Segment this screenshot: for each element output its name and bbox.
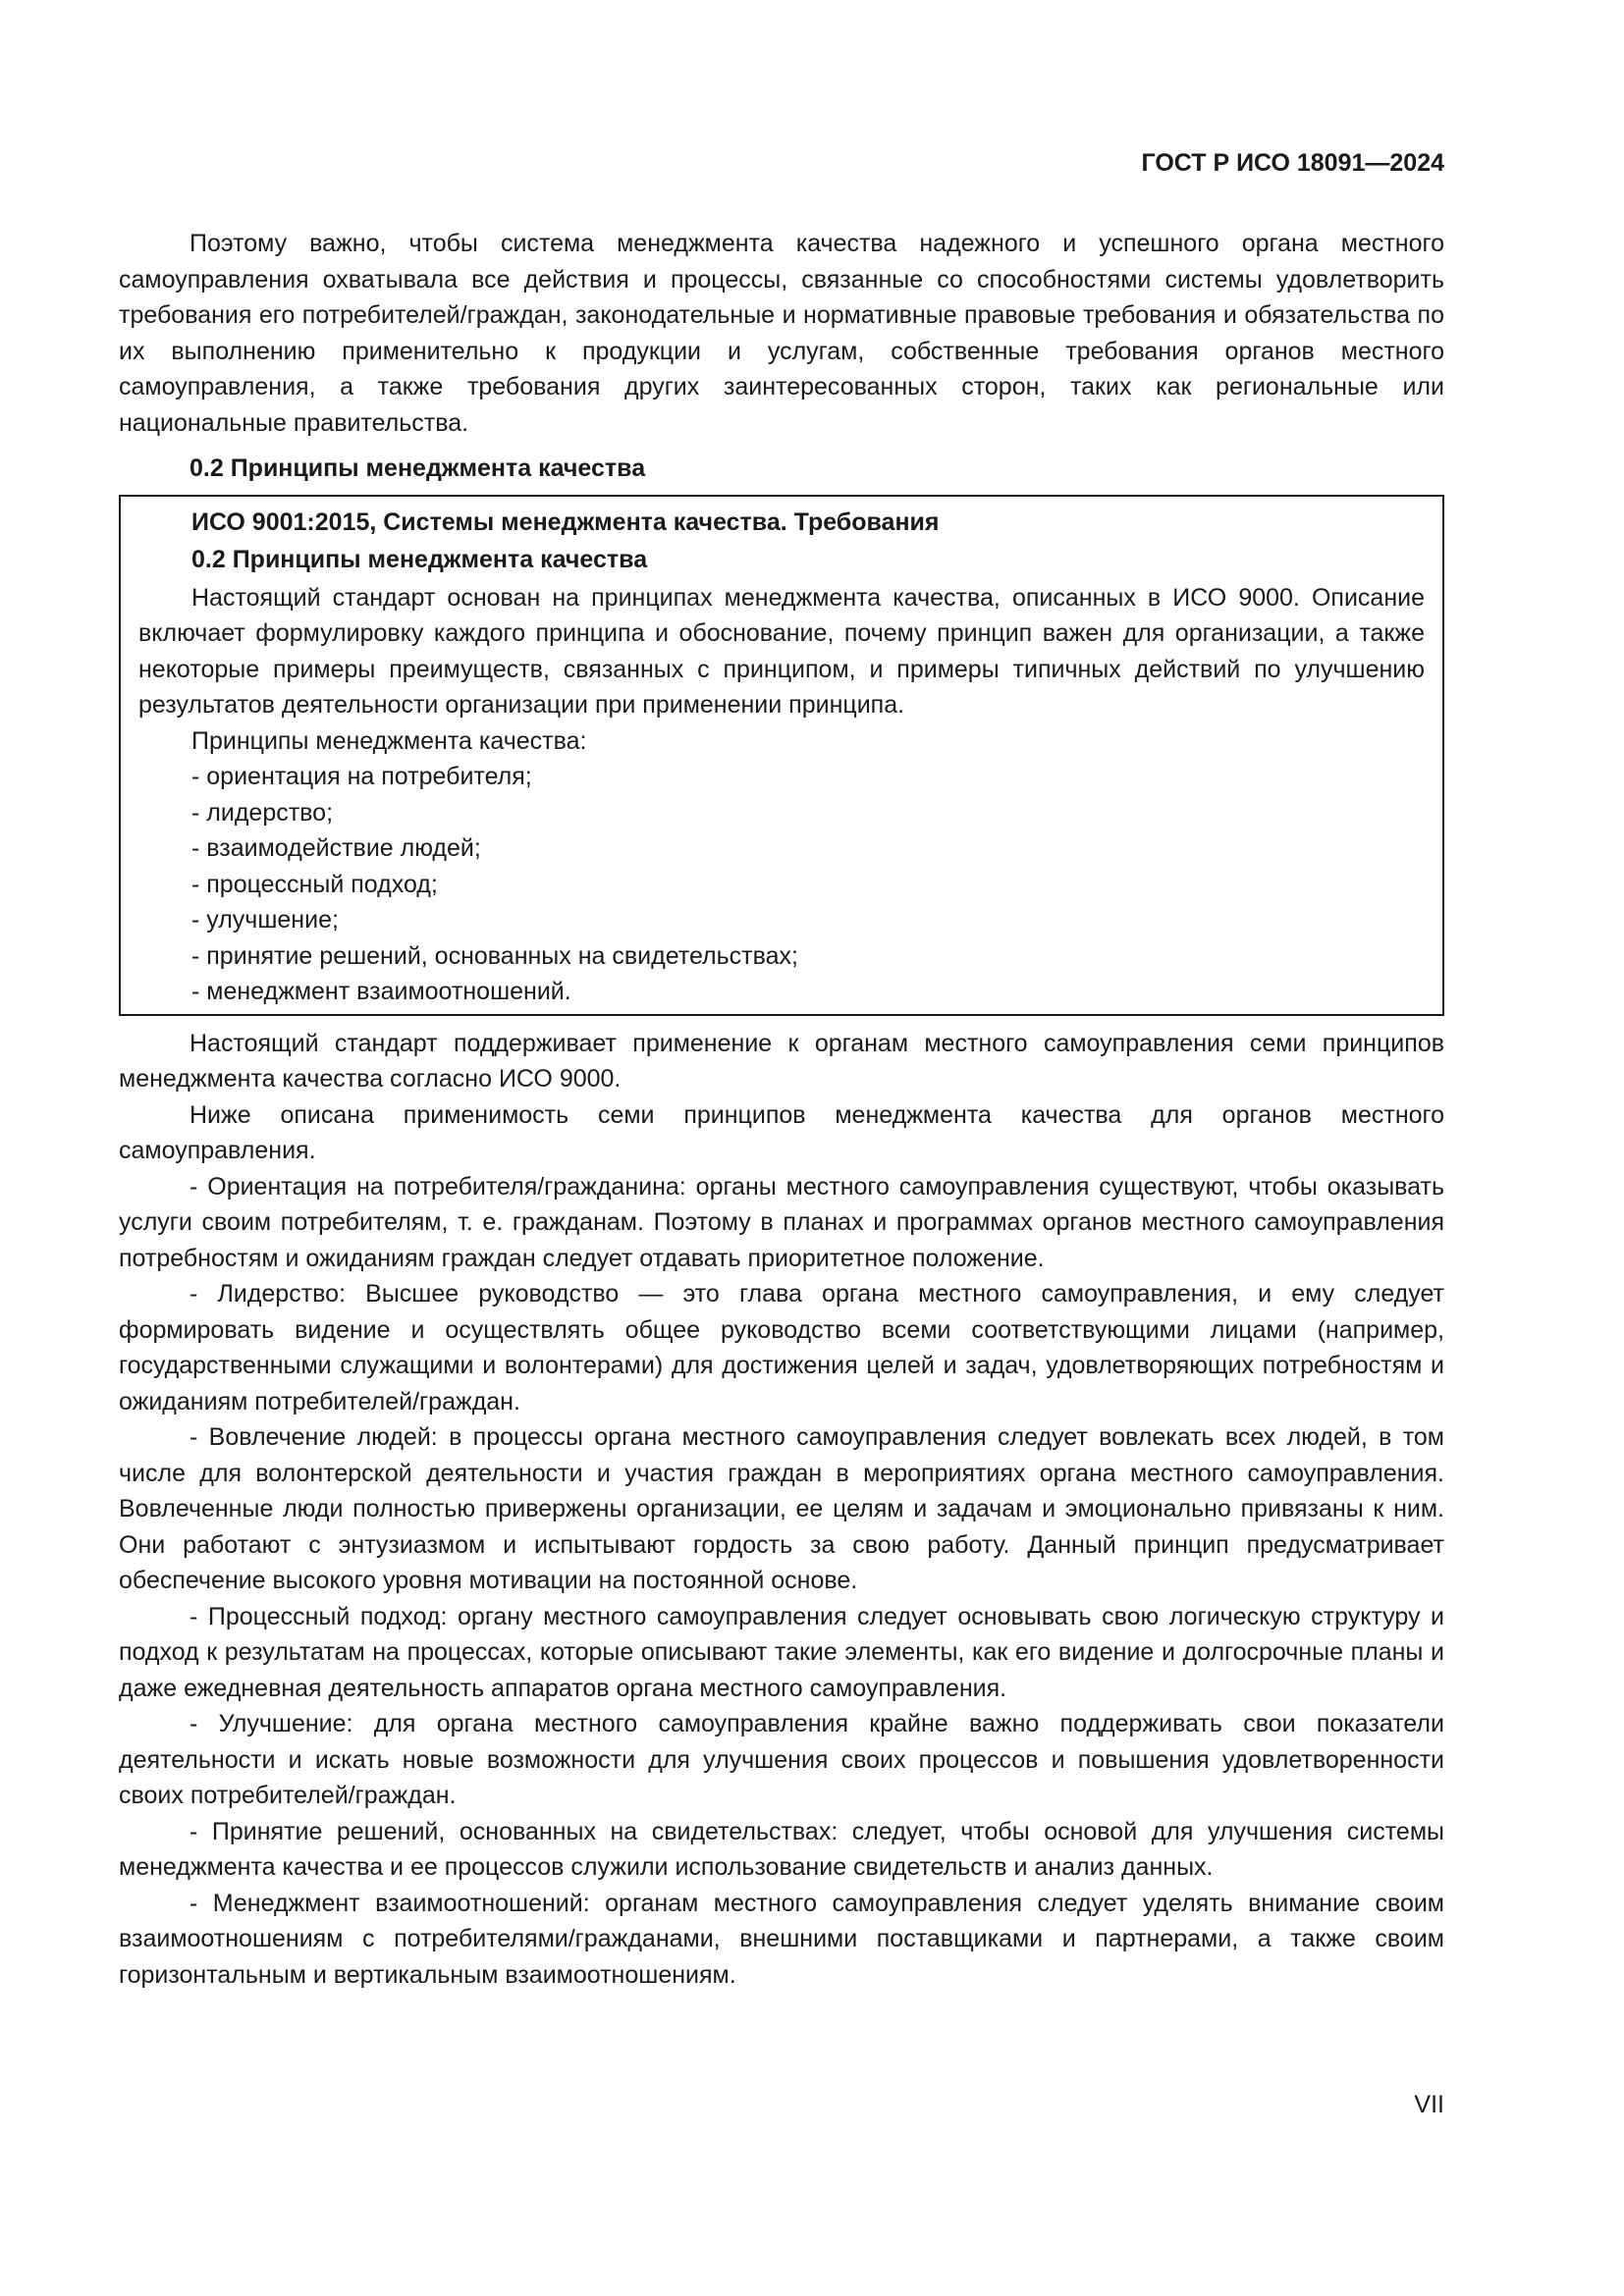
paragraph-customer-focus: - Ориентация на потребителя/гражданина: органы местного самоуправления существуют, чтобы оказывать услуги своим потребителям, т. е. гражданам. Поэтому в планах и программах органов местного самоуправления потребностям и ожиданиям граждан следует отдавать приоритетное положение. — [119, 1172, 1444, 1272]
intro-paragraph: Поэтому важно, чтобы система менеджмента качества надежного и успешного органа местного самоуправления охватывала все действия и процессы, связанные со способностями системы удовлетворить требования его потребителей/граждан, законодательные и нормативные правовые требования и обязательства по их выполнению применительно к продукции и услугам, собственные требования органов местного самоуправления, а также требования других заинтересованных сторон, таких как региональные или национальные правительства. — [119, 230, 1444, 437]
paragraph-evidence-decisions: - Принятие решений, основанных на свидетельствах: следует, чтобы основой для улучшения системы менеджмента качества и ее процессов служили использование свидетельств и анализ данных. — [119, 1817, 1444, 1881]
paragraph-support: Настоящий стандарт поддерживает применение к органам местного самоуправления семи принципов менеджмента качества согласно ИСО 9000. — [119, 1029, 1444, 1093]
list-item: - лидерство; — [191, 798, 334, 827]
document-id-header: ГОСТ Р ИСО 18091—2024 — [1141, 149, 1444, 177]
paragraph-relationship-management: - Менеджмент взаимоотношений: органам местного самоуправления следует уделять внимание своим взаимоотношениям с потребителями/гражданами, внешними поставщиками и партнерами, а также своим горизонтальным и вертикальным взаимоотношениям. — [119, 1889, 1444, 1989]
section-heading: 0.2 Принципы менеджмента качества — [189, 454, 646, 482]
list-item: - взаимодействие людей; — [191, 834, 481, 862]
list-item: - улучшение; — [191, 906, 339, 934]
paragraph-leadership: - Лидерство: Высшее руководство — это глава органа местного самоуправления, и ему следует формировать видение и осуществлять общее руководство всеми соответствующими лицами (например, государственными служащими и волонтерами) для достижения целей и задач, удовлетворяющих потребностям и ожиданиям потребителей/граждан. — [119, 1280, 1444, 1415]
principles-list — [138, 759, 1425, 1010]
box-list-intro: Принципы менеджмента качества: — [191, 726, 587, 755]
body-text — [119, 1026, 1444, 1994]
box-paragraph: Настоящий стандарт основан на принципах менеджмента качества, описанных в ИСО 9000. Описание включает формулировку каждого принципа и обоснование, почему принцип важен для организации, а также некоторые примеры преимуществ, связанных с принципом, и примеры типичных действий по улучшению результатов деятельности организации при применении принципа. — [138, 583, 1425, 719]
page-number: VII — [1414, 2091, 1444, 2118]
paragraph-engagement: - Вовлечение людей: в процессы органа местного самоуправления следует вовлекать всех людей, в том числе для волонтерской деятельности и участия граждан в мероприятиях органа местного самоуправления. Вовлеченные люди полностью привержены организации, ее целям и задачам и эмоционально привязаны к ним. Они работают с энтузиазмом и испытывают гордость за свою работу. Данный принцип предусматривает обеспечение высокого уровня мотивации на постоянной основе. — [119, 1423, 1444, 1594]
box-heading: 0.2 Принципы менеджмента качества — [191, 546, 648, 573]
list-item: - менеджмент взаимоотношений. — [191, 978, 571, 1005]
quoted-standard-box — [119, 495, 1444, 1016]
page-content — [119, 226, 1444, 1993]
list-item: - ориентация на потребителя; — [191, 763, 532, 790]
paragraph-applicability: Ниже описана применимость семи принципов менеджмента качества для органов местного самоуправления. — [119, 1100, 1444, 1164]
list-item: - процессный подход; — [191, 870, 438, 898]
box-title: ИСО 9001:2015, Системы менеджмента качества. Требования — [191, 507, 940, 536]
list-item: - принятие решений, основанных на свидетельствах; — [191, 941, 798, 970]
paragraph-improvement: - Улучшение: для органа местного самоуправления крайне важно поддерживать свои показатели деятельности и искать новые возможности для улучшения своих процессов и повышения удовлетворенности своих потребителей/граждан. — [119, 1710, 1444, 1809]
paragraph-process-approach: - Процессный подход: органу местного самоуправления следует основывать свою логическую структуру и подход к результатам на процессах, которые описывают такие элементы, как его видение и долгосрочные планы и даже ежедневная деятельность аппаратов органа местного самоуправления. — [119, 1602, 1444, 1702]
